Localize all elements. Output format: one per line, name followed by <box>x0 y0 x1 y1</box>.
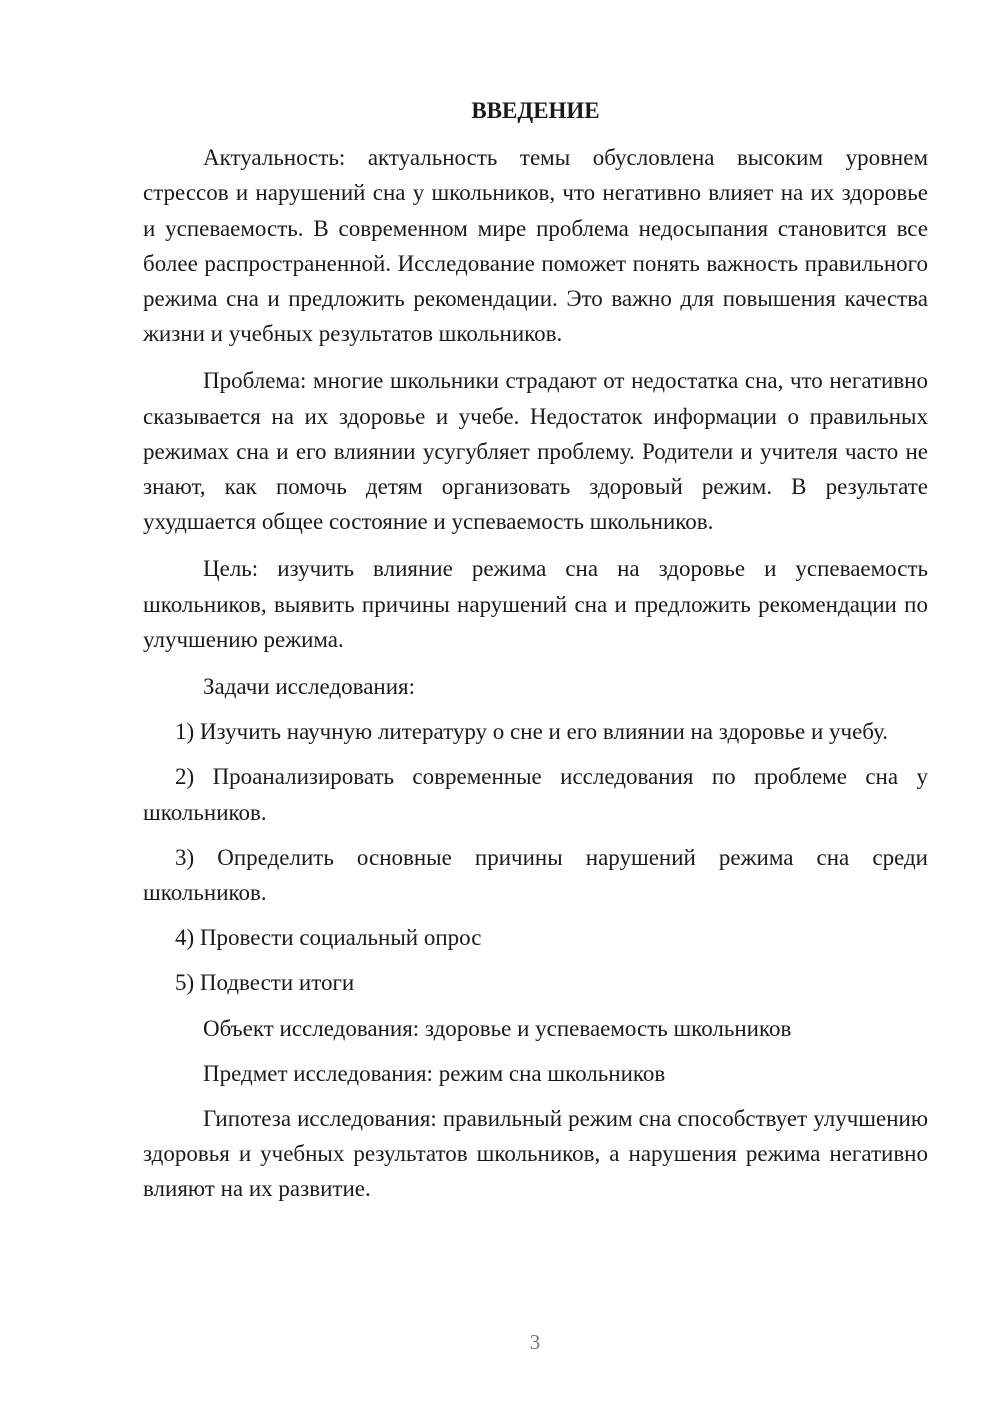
problem-paragraph: Проблема: многие школьники страдают от недостатка сна, что негативно сказывается на их здоровье и учебе. Недостаток информации о правильных режимах сна и его влиянии усугубляет проблему. Родители и учителя часто не знают, как помочь детям организовать здоровый режим. В результате ухудшается общее состояние и успеваемость школьников. <box>143 368 928 535</box>
relevance-paragraph: Актуальность: актуальность темы обусловлена высоким уровнем стрессов и нарушений сна у школьников, что негативно влияет на их здоровье и успеваемость. В современном мире проблема недосыпания становится все более распространенной. Исследование поможет понять важность правильного режима сна и предложить рекомендации. Это важно для повышения качества жизни и учебных результатов школьников. <box>143 145 928 347</box>
task-item-1: 1) Изучить научную литературу о сне и его влиянии на здоровье и учебу. <box>175 719 889 745</box>
task-item-2: 2) Проанализировать современные исследования по проблеме сна у школьников. <box>143 764 928 825</box>
page-title: ВВЕДЕНИЕ <box>471 98 600 123</box>
page-content <box>143 93 928 1207</box>
tasks-heading: Задачи исследования: <box>203 674 416 700</box>
hypothesis-paragraph: Гипотеза исследования: правильный режим сна способствует улучшению здоровья и учебных результатов школьников, а нарушения режима негативно влияют на их развитие. <box>143 1106 928 1202</box>
page-number: 3 <box>529 1330 541 1354</box>
object-paragraph: Объект исследования: здоровье и успеваемость школьников <box>203 1015 792 1041</box>
task-item-3: 3) Определить основные причины нарушений режима сна среди школьников. <box>143 844 928 906</box>
task-item-4: 4) Провести социальный опрос <box>175 925 482 951</box>
subject-paragraph: Предмет исследования: режим сна школьников <box>203 1060 666 1086</box>
goal-paragraph: Цель: изучить влияние режима сна на здоровье и успеваемость школьников, выявить причины нарушений сна и предложить рекомендации по улучшению режима. <box>143 556 928 652</box>
task-item-5: 5) Подвести итоги <box>175 970 355 996</box>
